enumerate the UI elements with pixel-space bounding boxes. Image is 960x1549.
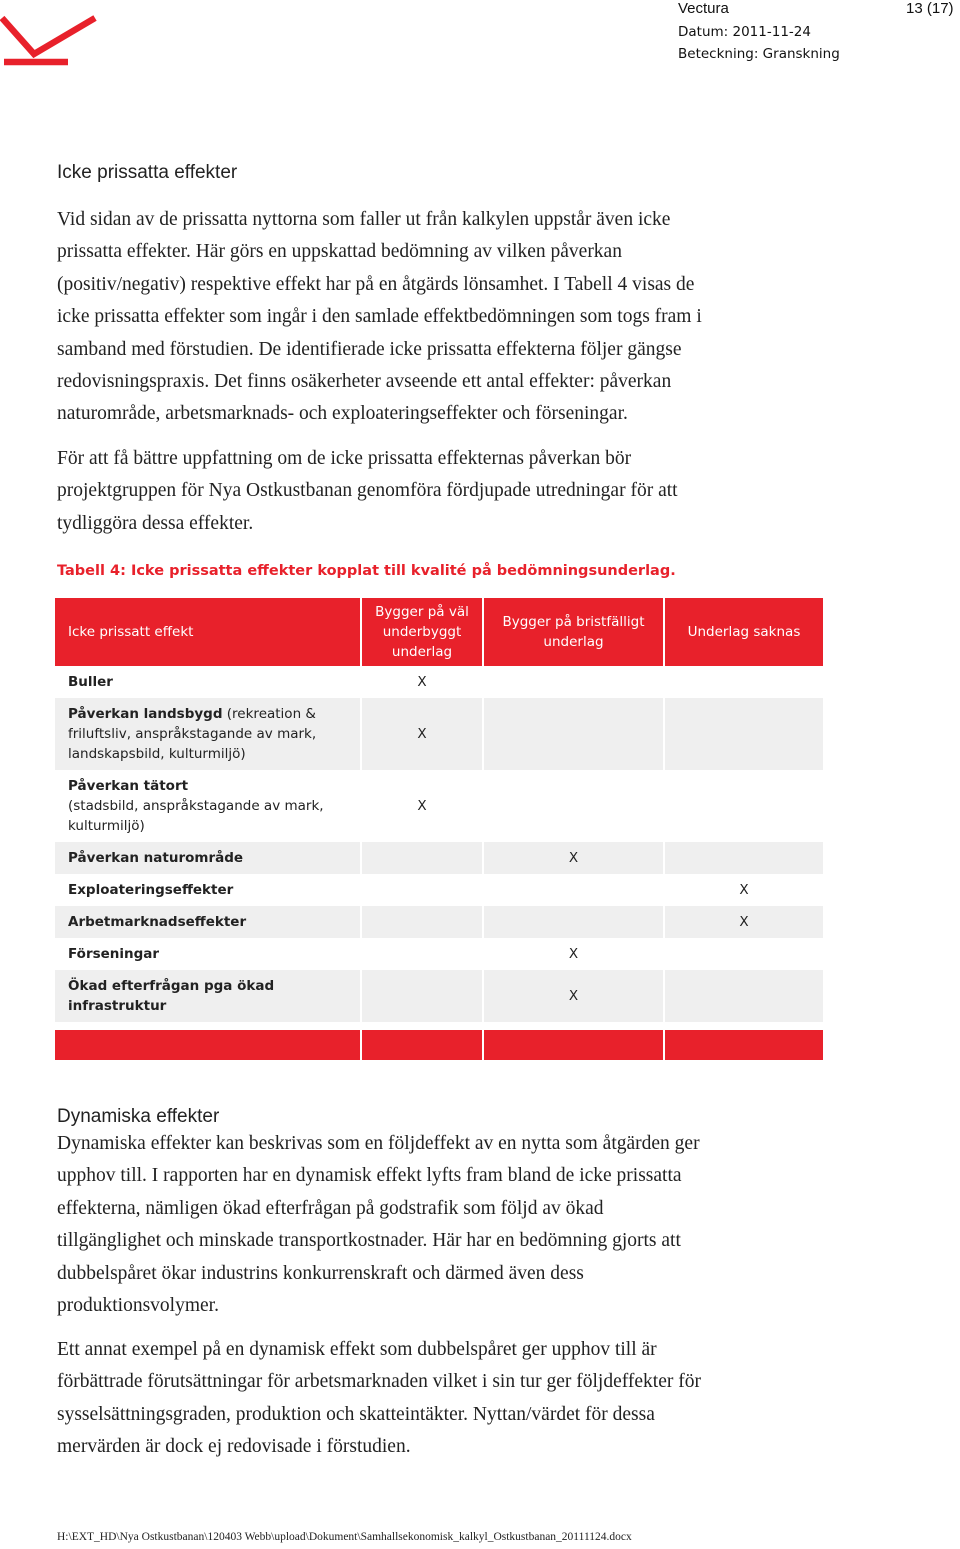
text-line: naturområde, arbetsmarknads- och exploateringseffekter och förseningar. xyxy=(57,403,628,425)
text-line: mervärden är dock ej redovisade i förstudien. xyxy=(57,1436,411,1458)
text-line: samband med förstudien. De identifierade icke prissatta effekterna följer gängse xyxy=(57,338,682,360)
text-line: (positiv/negativ) respektive effekt har på en åtgärds lönsamhet. I Tabell 4 visas de xyxy=(57,273,695,295)
text-line: Ett annat exempel på en dynamisk effekt som dubbelspåret ger upphov till är xyxy=(57,1339,657,1360)
table-footer-row xyxy=(55,1030,823,1060)
table-row xyxy=(55,874,823,906)
document-designation: Beteckning: Granskning xyxy=(678,46,840,62)
mark-cell: X xyxy=(483,842,664,874)
effect-label: Ökad efterfrågan pga ökad infrastruktur xyxy=(55,970,361,1022)
body-paragraph xyxy=(57,1128,837,1322)
mark-cell xyxy=(483,698,664,770)
effect-label: Påverkan naturområde xyxy=(55,842,361,874)
table-row xyxy=(55,698,823,770)
table-header-row xyxy=(55,598,823,666)
mark-cell xyxy=(664,938,823,970)
section-heading: Icke prissatta effekter xyxy=(57,162,238,183)
table-caption: Tabell 4: Icke prissatta effekter kopplat till kvalité på bedömningsunderlag. xyxy=(57,563,676,579)
text-line: dubbelspåret ökar industrins konkurrenskraft och därmed även dess xyxy=(57,1262,584,1284)
text-line: upphov till. I rapporten har en dynamisk effekt lyfts fram bland de icke prissatta xyxy=(57,1165,682,1187)
mark-cell xyxy=(664,698,823,770)
text-line: Vid sidan av de prissatta nyttorna som faller ut från kalkylen uppstår även icke xyxy=(57,209,671,230)
page-number: 13 (17) xyxy=(906,0,954,17)
file-path-footer: H:\EXT_HD\Nya Ostkustbanan\120403 Webb\upload\Dokument\Samhallsekonomisk_kalkyl_Ostkustbanan_20111124.docx xyxy=(57,1531,632,1543)
text-line: prissatta effekter. Här görs en uppskattad bedömning av vilken påverkan xyxy=(57,241,622,263)
table-row xyxy=(55,938,823,970)
effect-label: Påverkan landsbygd (rekreation & friluftsliv, anspråkstagande av mark, landskapsbild, kulturmiljö) xyxy=(55,698,361,770)
mark-cell xyxy=(361,906,483,938)
table-spacer-row xyxy=(55,1022,823,1030)
mark-cell: X xyxy=(664,906,823,938)
text-line: förbättrade förutsättningar för arbetsmarknaden vilket i sin tur ger följdeffekter för xyxy=(57,1371,701,1393)
text-line: tillgänglighet och minskade transportkostnader. Här har en bedömning gjorts att xyxy=(57,1230,681,1252)
effect-label: Förseningar xyxy=(55,938,361,970)
mark-cell xyxy=(664,770,823,842)
table-row xyxy=(55,906,823,938)
body-paragraph xyxy=(57,1334,837,1464)
text-line: Dynamiska effekter kan beskrivas som en följdeffekt av en nytta som åtgärden ger xyxy=(57,1133,700,1154)
text-line: redovisningspraxis. Det finns osäkerheter avseende ett antal effekter: påverkan xyxy=(57,371,672,393)
mark-cell: X xyxy=(483,970,664,1022)
mark-cell xyxy=(664,842,823,874)
text-line: effekterna, nämligen ökad efterfrågan på godstrafik som följd av ökad xyxy=(57,1197,604,1219)
section-heading: Dynamiska effekter xyxy=(57,1106,220,1127)
mark-cell: X xyxy=(361,666,483,698)
company-name: Vectura xyxy=(678,0,729,17)
mark-cell xyxy=(483,770,664,842)
text-line: För att få bättre uppfattning om de icke prissatta effekternas påverkan bör xyxy=(57,448,632,469)
effects-table xyxy=(55,598,823,1060)
vectura-logo-icon xyxy=(0,12,100,68)
column-header: Underlag saknas xyxy=(664,598,823,666)
effect-label: Arbetmarknadseffekter xyxy=(55,906,361,938)
mark-cell xyxy=(361,842,483,874)
mark-cell xyxy=(664,666,823,698)
mark-cell: X xyxy=(483,938,664,970)
text-line: tydliggöra dessa effekter. xyxy=(57,512,254,534)
mark-cell xyxy=(361,970,483,1022)
text-line: sysselsättningsgraden, produktion och skatteintäkter. Nyttan/värdet för dessa xyxy=(57,1403,655,1425)
mark-cell xyxy=(664,970,823,1022)
effect-label: Exploateringseffekter xyxy=(55,874,361,906)
mark-cell xyxy=(483,906,664,938)
effect-label: Påverkan tätort (stadsbild, anspråkstagande av mark, kulturmiljö) xyxy=(55,770,361,842)
mark-cell: X xyxy=(361,698,483,770)
table-row xyxy=(55,842,823,874)
table-row xyxy=(55,666,823,698)
table-row xyxy=(55,970,823,1022)
table-row xyxy=(55,770,823,842)
text-line: icke prissatta effekter som ingår i den samlade effektbedömningen som togs fram i xyxy=(57,306,702,328)
body-paragraph xyxy=(57,204,837,431)
mark-cell: X xyxy=(664,874,823,906)
column-header: Icke prissatt effekt xyxy=(55,598,361,666)
text-line: projektgruppen för Nya Ostkustbanan genomföra fördjupade utredningar för att xyxy=(57,480,678,502)
column-header: Bygger på bristfälligt underlag xyxy=(483,598,664,666)
mark-cell xyxy=(483,874,664,906)
mark-cell xyxy=(361,874,483,906)
mark-cell xyxy=(361,938,483,970)
effect-label: Buller xyxy=(55,666,361,698)
mark-cell: X xyxy=(361,770,483,842)
mark-cell xyxy=(483,666,664,698)
body-paragraph xyxy=(57,443,837,540)
text-line: produktionsvolymer. xyxy=(57,1295,219,1317)
column-header: Bygger på väl underbyggt underlag xyxy=(361,598,483,666)
document-date: Datum: 2011-11-24 xyxy=(678,24,811,40)
